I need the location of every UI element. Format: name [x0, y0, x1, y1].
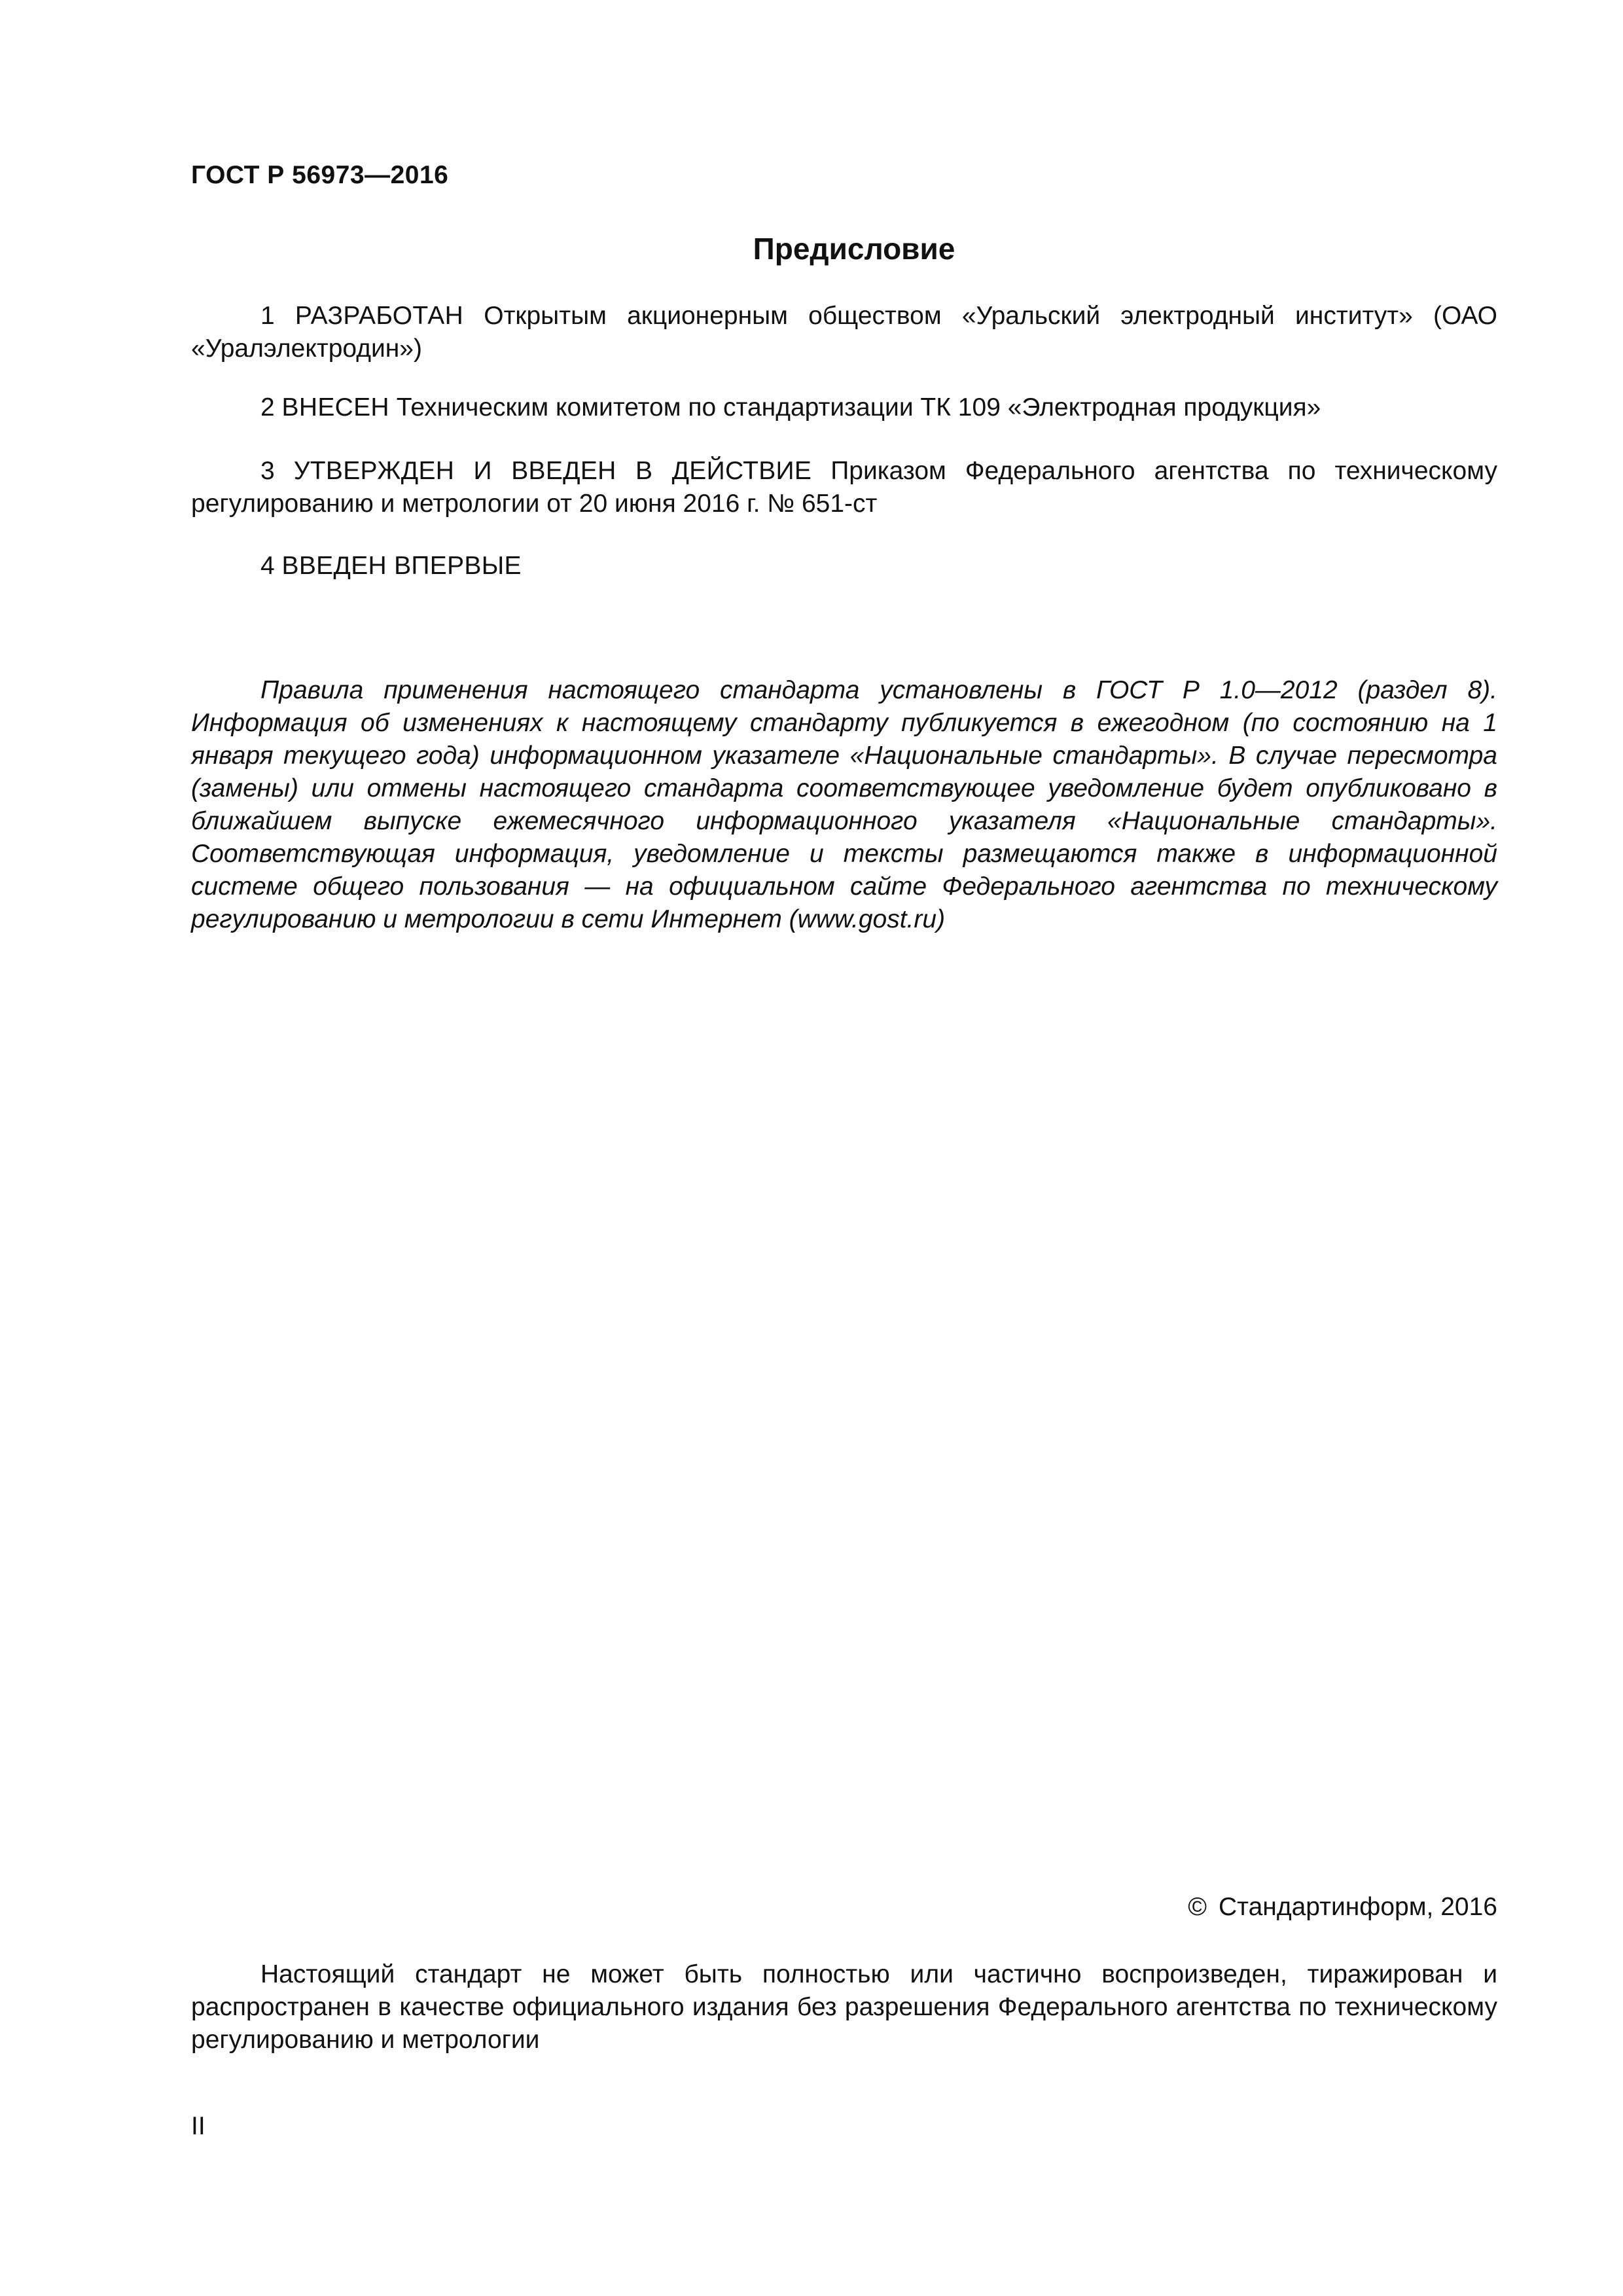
item-number: 4	[260, 552, 275, 580]
copyright-text: Стандартинформ, 2016	[1219, 1893, 1497, 1921]
reproduction-notice: Настоящий стандарт не может быть полностью или частично воспроизведен, тиражирован и распространен в качестве официального издания без разрешения Федерального агентства по техническому регулированию и метрологии	[191, 1960, 1497, 2054]
item-caption: РАЗРАБОТАН	[294, 302, 464, 330]
item-caption: УТВЕРЖДЕН И ВВЕДЕН В ДЕЙСТВИЕ	[293, 457, 812, 485]
item-number: 2	[260, 393, 275, 422]
document-code: ГОСТ Р 56973—2016	[191, 161, 449, 189]
copyright-icon: ©	[1188, 1893, 1207, 1921]
application-rules-paragraph: Правила применения настоящего стандарта установлены в ГОСТ Р 1.0—2012 (раздел 8). Информация об изменениях к настоящему стандарту публикуется в ежегодном (по состоянию на 1 января текущего года) информационном указателе «Национальные стандарты». В случае пересмотра (замены) или отмены настоящего стандарта соответствующее уведомление будет опубликовано в ближайшем выпуске ежемесячного информационного указателя «Национальные стандарты». Соответствующая информация, уведомление и тексты размещаются также в информационной системе общего пользования — на официальном сайте Федерального агентства по техническому регулированию и метрологии в сети Интернет (www.gost.ru)	[191, 676, 1497, 933]
foreword-item-1	[191, 300, 1497, 365]
item-caption: ВВЕДЕН ВПЕРВЫЕ	[281, 552, 522, 580]
item-text: Открытым акционерным обществом «Уральский электродный институт» (ОАО «Уралэлектродин»)	[191, 302, 1497, 363]
item-text: Приказом Федерального агентства по техническому регулированию и метрологии от 20 июня 2016 г. № 651-ст	[191, 457, 1497, 518]
item-number: 1	[260, 302, 275, 330]
foreword-item-3	[191, 455, 1497, 520]
item-number: 3	[260, 457, 275, 485]
item-caption: ВНЕСЕН	[281, 393, 389, 422]
copyright-line	[1188, 1893, 1497, 1922]
foreword-item-4	[191, 550, 1497, 583]
page-number: II	[191, 2112, 205, 2140]
item-text: Техническим комитетом по стандартизации ТК 109 «Электродная продукция»	[396, 393, 1321, 422]
foreword-item-2	[191, 391, 1497, 424]
section-title: Предисловие	[753, 232, 955, 266]
